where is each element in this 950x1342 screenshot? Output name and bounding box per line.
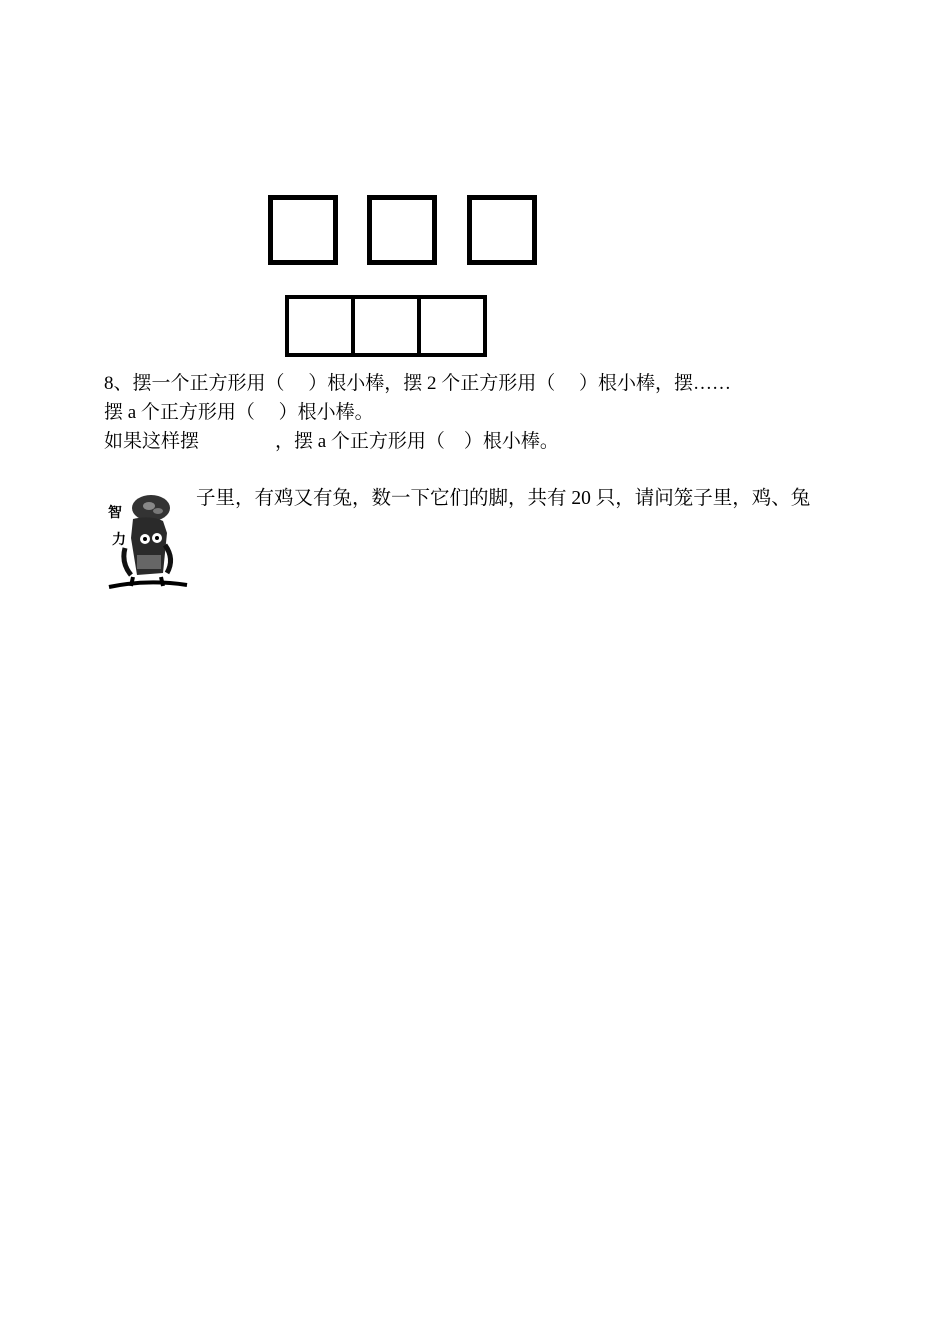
question-8-line-1: 8、摆一个正方形用（ ）根小棒，摆 2 个正方形用（ ）根小棒，摆…… [104,373,732,394]
badge-char-2: 力 [112,532,126,548]
joined-square-cell [289,299,355,353]
badge-char-1: 智 [108,505,122,521]
square-2 [367,195,437,265]
square-3 [467,195,537,265]
joined-square-cell [421,299,483,353]
question-8-line-2: 摆 a 个正方形用（ ）根小棒。 [104,402,374,423]
question-8-line-3: 如果这样摆 ，摆 a 个正方形用（ ）根小棒。 [104,431,559,452]
joined-squares [285,295,487,357]
puzzle-text: 子里，有鸡又有兔，数一下它们的脚，共有 20 只，请问笼子里，鸡、兔 [196,488,811,509]
puzzle-character-illustration [103,493,189,590]
square-1 [268,195,338,265]
joined-square-cell [355,299,421,353]
